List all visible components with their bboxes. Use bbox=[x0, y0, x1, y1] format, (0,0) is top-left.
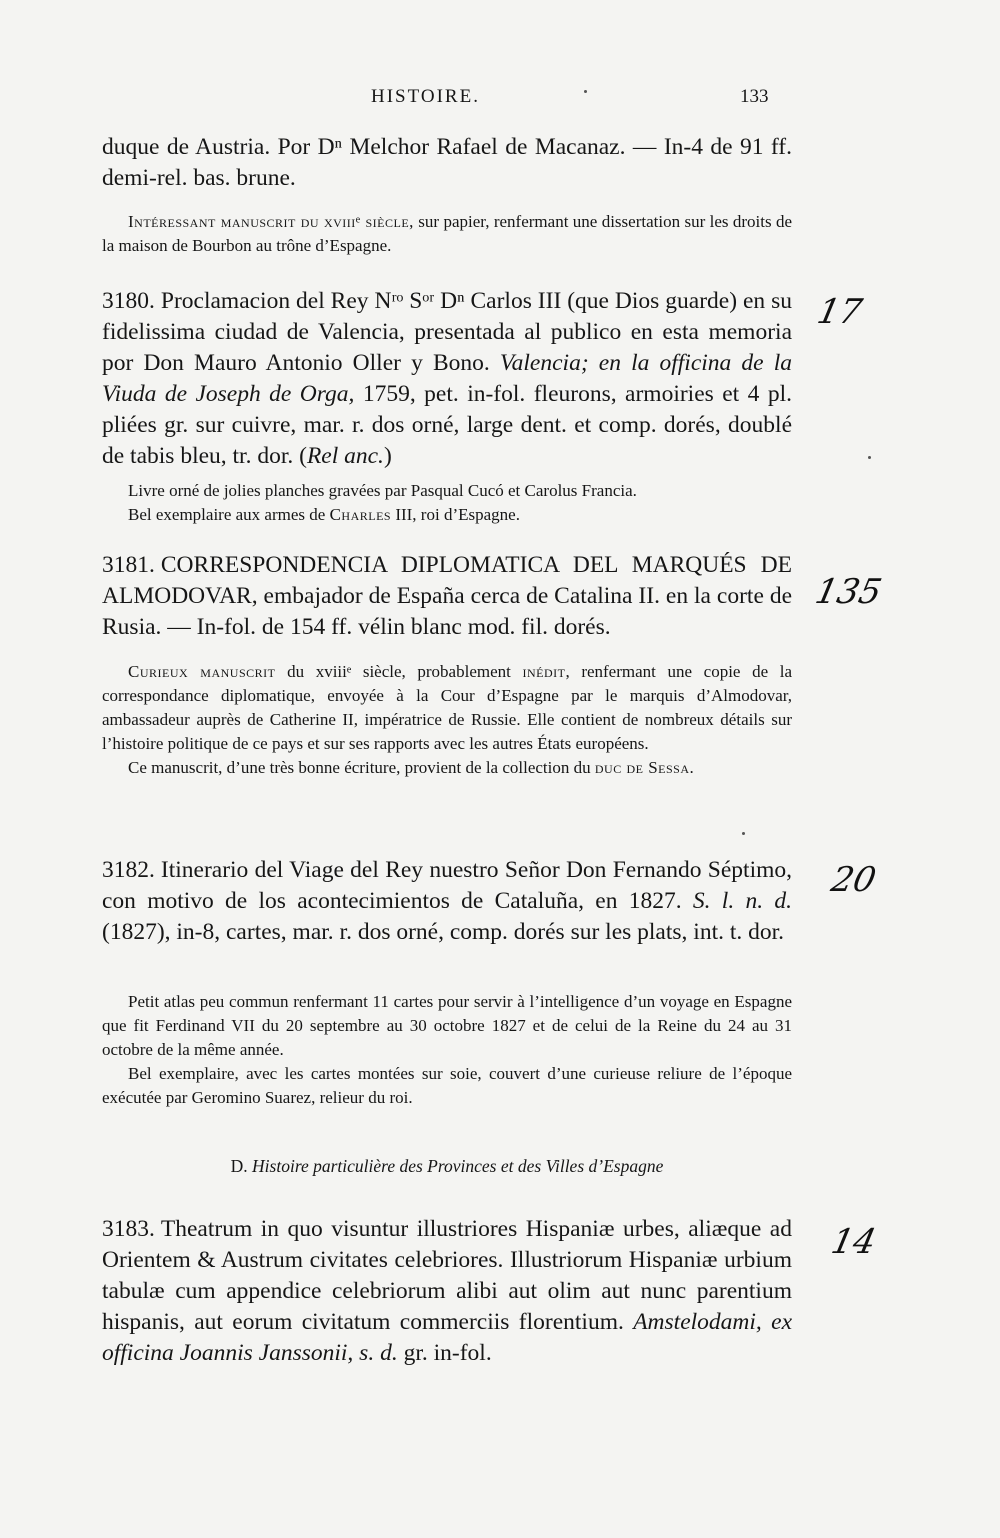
entry-3182-notes bbox=[102, 990, 792, 1110]
section-title: Histoire particulière des Provinces et des Villes d’Espagne bbox=[252, 1156, 664, 1176]
entry-3181-note-1-b: , renfermant une copie de la correspondance diplomatique, envoyée à la Cour d’Espagne par le marquis d’Almodovar, ambassadeur auprès de Catherine II, impératrice de Russie. Elle contient de nombreux détails sur l’histoire politique de ce pays et sur ses rapports avec les autres États européens. bbox=[102, 662, 792, 753]
entry-3182-title bbox=[102, 855, 792, 948]
entry-3180-binding-note: Rel anc. bbox=[306, 443, 384, 469]
entry-3180-note-2 bbox=[102, 503, 792, 527]
entry-3180-title-text: Proclamacion del Rey Nʳᵒ Sᵒʳ Dⁿ Carlos III (que Dios guarde) en su fidelissima ciudad de Valencia, presentada al publico en esta memoria por Don Mauro Antonio Oller y Bono. bbox=[102, 288, 792, 376]
entry-3183-imprint: Amstelodami, ex officina Joannis Janssonii, s. d. bbox=[102, 1309, 792, 1366]
entry-3181-note-2-b: . bbox=[689, 758, 694, 777]
entry-3180 bbox=[102, 286, 792, 472]
entry-3181-note-1 bbox=[102, 660, 792, 756]
entry-3181-notes bbox=[102, 660, 792, 780]
entry-3182-title-text: Itinerario del Viage del Rey nuestro Señor Don Fernando Séptimo, con motivo de los acontecimientos de Cataluña, en 1827. bbox=[102, 857, 792, 914]
entry-3181-number: 3181. bbox=[102, 552, 155, 578]
entry-3180-title bbox=[102, 286, 792, 472]
paper-speck bbox=[742, 832, 745, 835]
entry-3181-note-1-a: du xviiiᵉ siècle, probablement bbox=[275, 662, 523, 681]
entry-3180-details-end: ) bbox=[383, 443, 392, 469]
entry-3182-details: (1827), in-8, cartes, mar. r. dos orné, comp. dorés sur les plats, int. t. dor. bbox=[102, 919, 785, 945]
entry-3181-note-2-a: Ce manuscrit, d’une très bonne écriture, provient de la collection du bbox=[128, 758, 595, 777]
running-title: HISTOIRE. bbox=[371, 86, 480, 107]
price-note-3183: 14 bbox=[827, 1222, 880, 1262]
section-letter: D. bbox=[230, 1156, 253, 1176]
entry-3179-note-lead: Intéressant manuscrit du xviiiᵉ siècle, bbox=[128, 212, 414, 231]
entry-3181-title-rest: embajador de España cerca de Catalina II. en la corte de Rusia. — In-fol. de 154 ff. vélin blanc mod. fil. dorés. bbox=[102, 583, 792, 640]
entry-3182-imprint: S. l. n. d. bbox=[692, 888, 793, 914]
entry-3181-note-2-name: duc de Sessa bbox=[594, 758, 690, 777]
entry-3180-note-2-b: III, roi d’Espagne. bbox=[391, 505, 520, 524]
entry-3180-note-2-name: Charles bbox=[329, 505, 392, 524]
entry-3180-details: 1759, pet. in-fol. fleurons, armoiries et 4 pl. pliées gr. sur cuivre, mar. r. dos orné, large dent. et comp. dorés, doublé de tabis bleu, tr. dor. ( bbox=[102, 381, 792, 469]
entry-3180-note-2-a: Bel exemplaire aux armes de bbox=[128, 505, 330, 524]
entry-3179-continuation bbox=[102, 132, 792, 194]
running-header bbox=[0, 86, 1000, 116]
entry-3182-note-1: Petit atlas peu commun renfermant 11 cartes pour servir à l’intelligence d’un voyage en Espagne que fit Ferdinand VII du 20 septembre au 30 octobre 1827 et de celui de la Reine du 24 au 31 octobre de la même année. bbox=[102, 992, 792, 1059]
paper-speck bbox=[584, 90, 587, 93]
entry-3180-note-1: Livre orné de jolies planches gravées par Pasqual Cucó et Carolus Francia. bbox=[128, 481, 637, 500]
entry-3180-notes bbox=[102, 479, 792, 527]
entry-3180-number: 3180. bbox=[102, 288, 155, 314]
entry-3181-note-1-lead: Curieux manuscrit bbox=[128, 662, 276, 681]
entry-3183-details: gr. in-fol. bbox=[397, 1340, 492, 1366]
entry-3183-title bbox=[102, 1214, 792, 1369]
entry-3179-note bbox=[102, 210, 792, 258]
entry-3182-note-2: Bel exemplaire, avec les cartes montées sur soie, couvert d’une curieuse reliure de l’époque exécutée par Geromino Suarez, relieur du roi. bbox=[102, 1064, 792, 1107]
section-heading bbox=[102, 1156, 792, 1177]
entry-3179-note-text bbox=[102, 210, 792, 258]
entry-3183 bbox=[102, 1214, 792, 1369]
page-number: 133 bbox=[740, 86, 769, 107]
price-note-3182: 20 bbox=[827, 860, 880, 900]
price-note-3180: 17 bbox=[813, 292, 866, 332]
entry-3182 bbox=[102, 855, 792, 948]
entry-3181-title bbox=[102, 550, 792, 643]
entry-3179-title-end: duque de Austria. Por Dⁿ Melchor Rafael de Macanaz. — In-4 de 91 ff. demi-rel. bas. brune. bbox=[102, 134, 792, 191]
entry-3181-note-2 bbox=[102, 756, 792, 780]
entry-3180-imprint: Valencia; en la officina de la Viuda de Joseph de Orga, bbox=[102, 350, 792, 407]
entry-3183-title-text: Theatrum in quo visuntur illustriores Hispaniæ urbes, aliæque ad Orientem & Austrum civitates celebriores. Illustriorum Hispaniæ urbium tabulæ cum appendice celebriorum alibi aut olim aut nunc parentium hispanis, aut eorum civitatum commerciis florentium. bbox=[102, 1216, 792, 1335]
entry-3183-number: 3183. bbox=[102, 1216, 155, 1242]
entry-3181 bbox=[102, 550, 792, 643]
entry-3181-title-caps: CORRESPONDENCIA DIPLOMATICA DEL MARQUÉS DE ALMODOVAR, bbox=[102, 552, 792, 609]
entry-3182-number: 3182. bbox=[102, 857, 155, 883]
entry-3181-note-1-inedit: inédit bbox=[522, 662, 566, 681]
entry-3179-note-rest: sur papier, renfermant une dissertation sur les droits de la maison de Bourbon au trône d’Espagne. bbox=[102, 212, 792, 255]
paper-speck bbox=[868, 456, 871, 459]
price-note-3181: 135 bbox=[811, 572, 886, 612]
